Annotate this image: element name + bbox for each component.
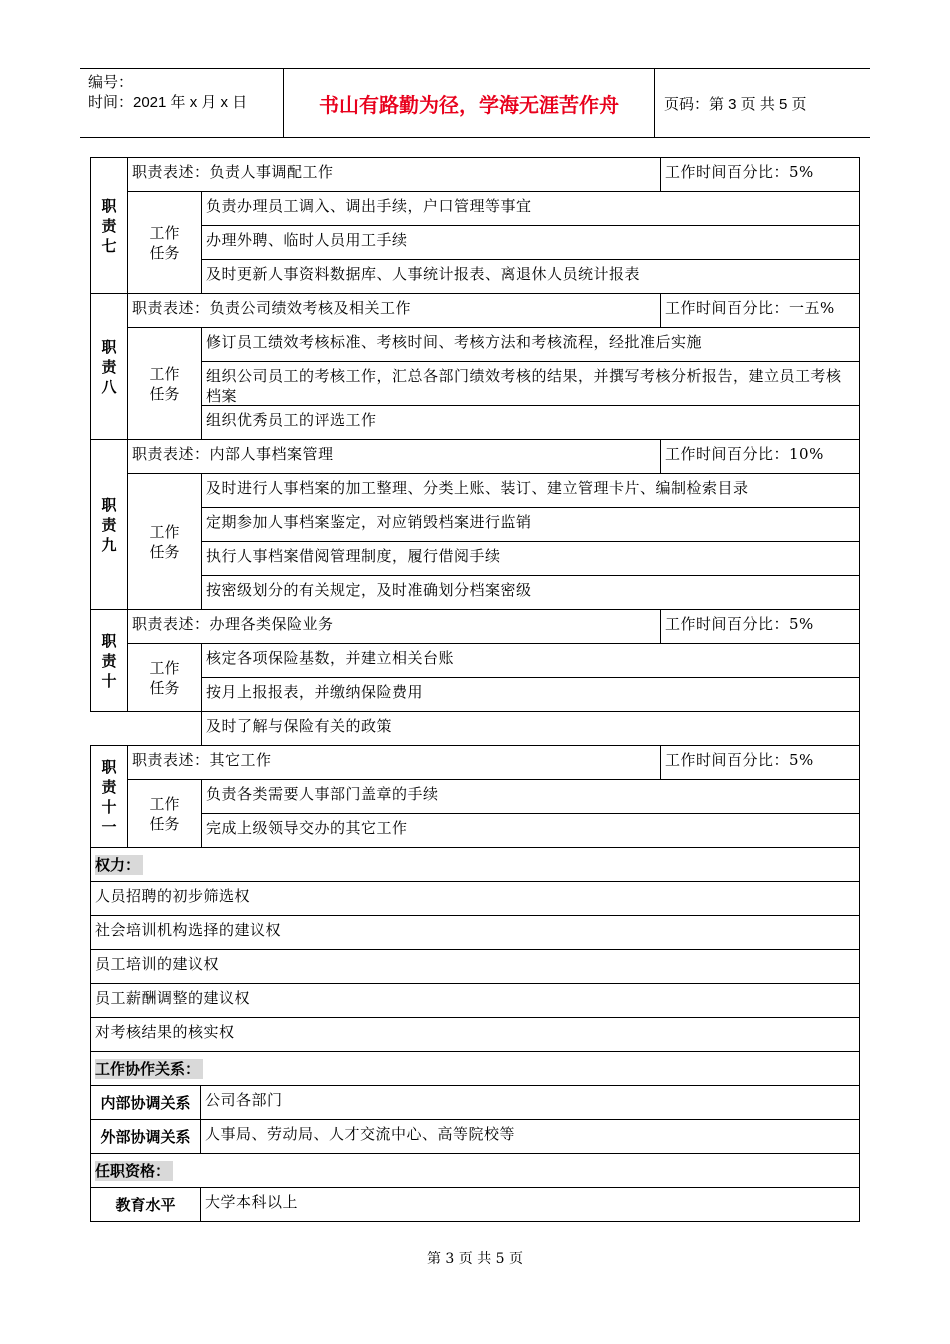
task-item: 按密级划分的有关规定，及时准确划分档案密级 [201,575,860,610]
task-item: 负责各类需要人事部门盖章的手续 [201,779,860,814]
code-label: 编号： [88,74,134,91]
duty-label: 职 责 十 一 [90,745,128,848]
duty-label: 职 责 七 [90,157,128,294]
education-value: 大学本科以上 [200,1187,860,1222]
education-label: 教育水平 [90,1187,201,1222]
authority-item: 员工薪酬调整的建议权 [90,983,860,1018]
task-item: 核定各项保险基数，并建立相关台账 [201,643,860,678]
duty-label: 职 责 十 [90,609,128,712]
header-meta [88,73,288,113]
task-item: 及时进行人事档案的加工整理、分类上账、装订、建立管理卡片、编制检索目录 [201,473,860,508]
task-item: 办理外聘、临时人员用工手续 [201,225,860,260]
page-info: 页码：第 3 页 共 5 页 [664,96,807,113]
duty-statement: 职责表述：负责人事调配工作 [127,157,661,192]
duty-time-percent: 工作时间百分比：5% [660,157,860,192]
duty-time-percent: 工作时间百分比：一五% [660,293,860,328]
task-item: 及时更新人事资料数据库、人事统计报表、离退休人员统计报表 [201,259,860,294]
motto: 书山有路勤为径，学海无涯苦作舟 [283,69,655,137]
external-coop-label: 外部协调关系 [90,1119,201,1154]
task-label: 工作 任务 [127,643,202,712]
qualification-title [90,1153,860,1188]
internal-coop-value: 公司各部门 [200,1085,860,1120]
duty-time-percent: 工作时间百分比：10% [660,439,860,474]
date-label: 时间：2021 年 x 月 x 日 [88,94,248,111]
authority-item: 对考核结果的核实权 [90,1017,860,1052]
task-item: 组织公司员工的考核工作，汇总各部门绩效考核的结果，并撰写考核分析报告，建立员工考核档案 [201,361,860,406]
duty-label: 职 责 八 [90,293,128,440]
authority-item: 员工培训的建议权 [90,949,860,984]
task-item: 完成上级领导交办的其它工作 [201,813,860,848]
task-item: 组织优秀员工的评选工作 [201,405,860,440]
qualification-title-text: 任职资格： [95,1161,173,1181]
task-item: 按月上报报表，并缴纳保险费用 [201,677,860,712]
task-item: 负责办理员工调入、调出手续，户口管理等事宜 [201,191,860,226]
duty-statement: 职责表述：负责公司绩效考核及相关工作 [127,293,661,328]
task-item: 及时了解与保险有关的政策 [201,711,860,746]
duty-time-percent: 工作时间百分比：5% [660,745,860,780]
cooperation-title-text: 工作协作关系： [95,1059,203,1079]
internal-coop-label: 内部协调关系 [90,1085,201,1120]
authority-item: 社会培训机构选择的建议权 [90,915,860,950]
duty-statement: 职责表述：其它工作 [127,745,661,780]
task-item: 执行人事档案借阅管理制度，履行借阅手续 [201,541,860,576]
task-label: 工作 任务 [127,191,202,294]
task-label: 工作 任务 [127,473,202,610]
external-coop-value: 人事局、劳动局、人才交流中心、高等院校等 [200,1119,860,1154]
task-label: 工作 任务 [127,327,202,440]
cooperation-title [90,1051,860,1086]
duty-label: 职 责 九 [90,439,128,610]
duty-statement: 职责表述：内部人事档案管理 [127,439,661,474]
task-item: 定期参加人事档案鉴定，对应销毁档案进行监销 [201,507,860,542]
task-label: 工作 任务 [127,779,202,848]
authority-title [90,847,860,882]
page-header [80,68,870,138]
duty-statement: 职责表述：办理各类保险业务 [127,609,661,644]
duty-time-percent: 工作时间百分比：5% [660,609,860,644]
authority-item: 人员招聘的初步筛选权 [90,881,860,916]
authority-title-text: 权力： [95,855,143,875]
task-item: 修订员工绩效考核标准、考核时间、考核方法和考核流程，经批准后实施 [201,327,860,362]
page-footer: 第 3 页 共 5 页 [426,1251,524,1267]
